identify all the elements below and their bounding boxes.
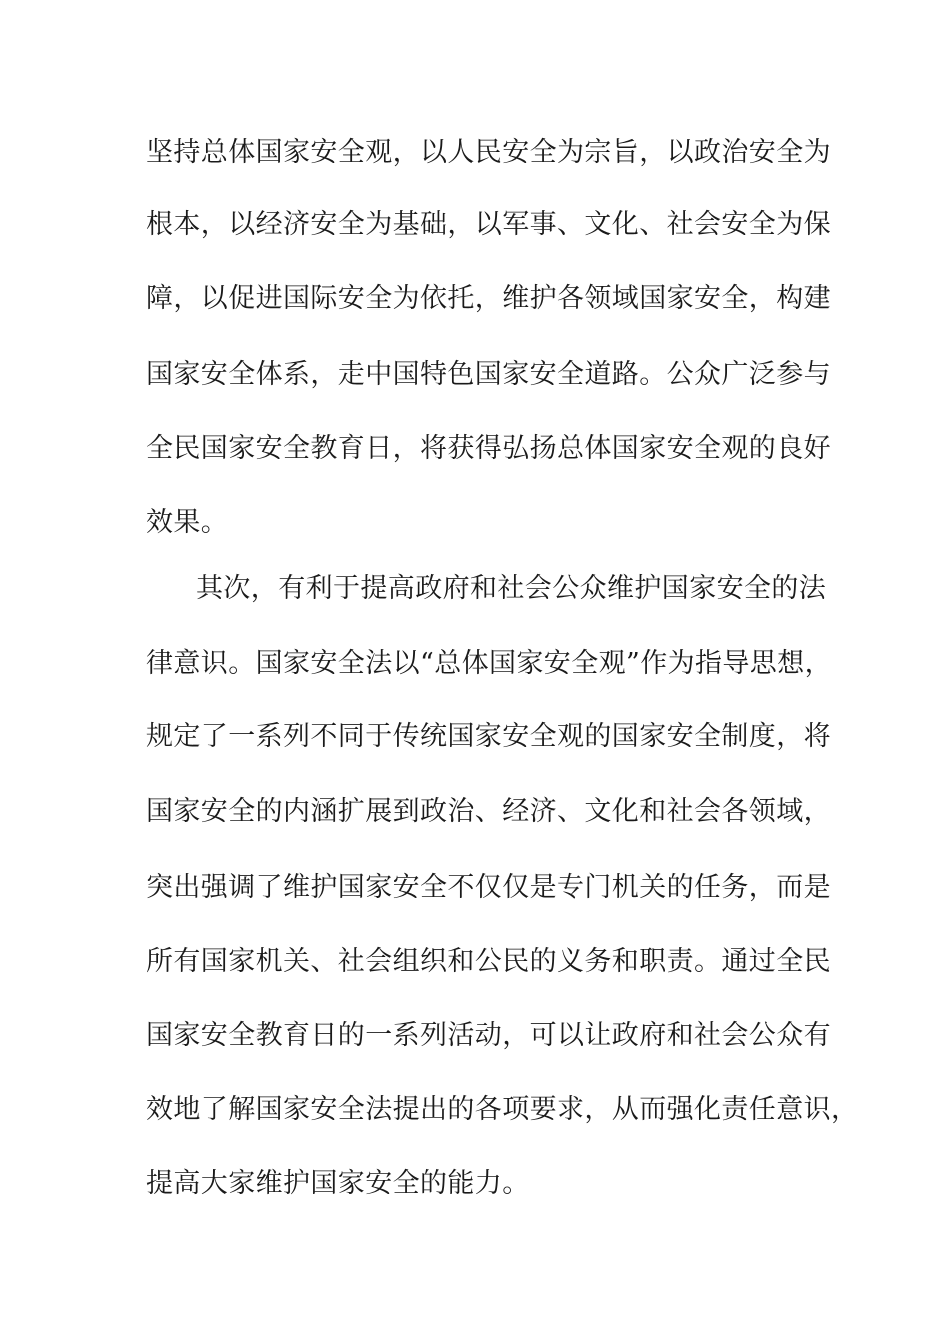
paragraph-line: 效果。 xyxy=(146,507,229,538)
paragraph-line: 坚持总体国家安全观，以人民安全为宗旨，以政治安全为 xyxy=(146,137,831,168)
paragraph-line: 规定了一系列不同于传统国家安全观的国家安全制度，将 xyxy=(146,721,831,752)
paragraph-line: 障，以促进国际安全为依托，维护各领域国家安全，构建 xyxy=(146,283,831,314)
paragraph-line: 其次，有利于提高政府和社会公众维护国家安全的法 xyxy=(196,573,827,604)
paragraph-line: 提高大家维护国家安全的能力。 xyxy=(146,1168,530,1199)
paragraph-line: 国家安全教育日的一系列活动，可以让政府和社会公众有 xyxy=(146,1020,831,1051)
paragraph-line: 效地了解国家安全法提出的各项要求，从而强化责任意识， xyxy=(146,1094,859,1125)
paragraph-line: 所有国家机关、社会组织和公民的义务和职责。通过全民 xyxy=(146,946,831,977)
paragraph-line: 律意识。国家安全法以“总体国家安全观”作为指导思想， xyxy=(146,648,833,679)
paragraph-line: 突出强调了维护国家安全不仅仅是专门机关的任务，而是 xyxy=(146,872,831,903)
paragraph-line: 全民国家安全教育日，将获得弘扬总体国家安全观的良好 xyxy=(146,433,831,464)
paragraph-line: 国家安全的内涵扩展到政治、经济、文化和社会各领域， xyxy=(146,796,831,827)
paragraph-line: 根本，以经济安全为基础，以军事、文化、社会安全为保 xyxy=(146,209,831,240)
paragraph-line: 国家安全体系，走中国特色国家安全道路。公众广泛参与 xyxy=(146,359,831,390)
